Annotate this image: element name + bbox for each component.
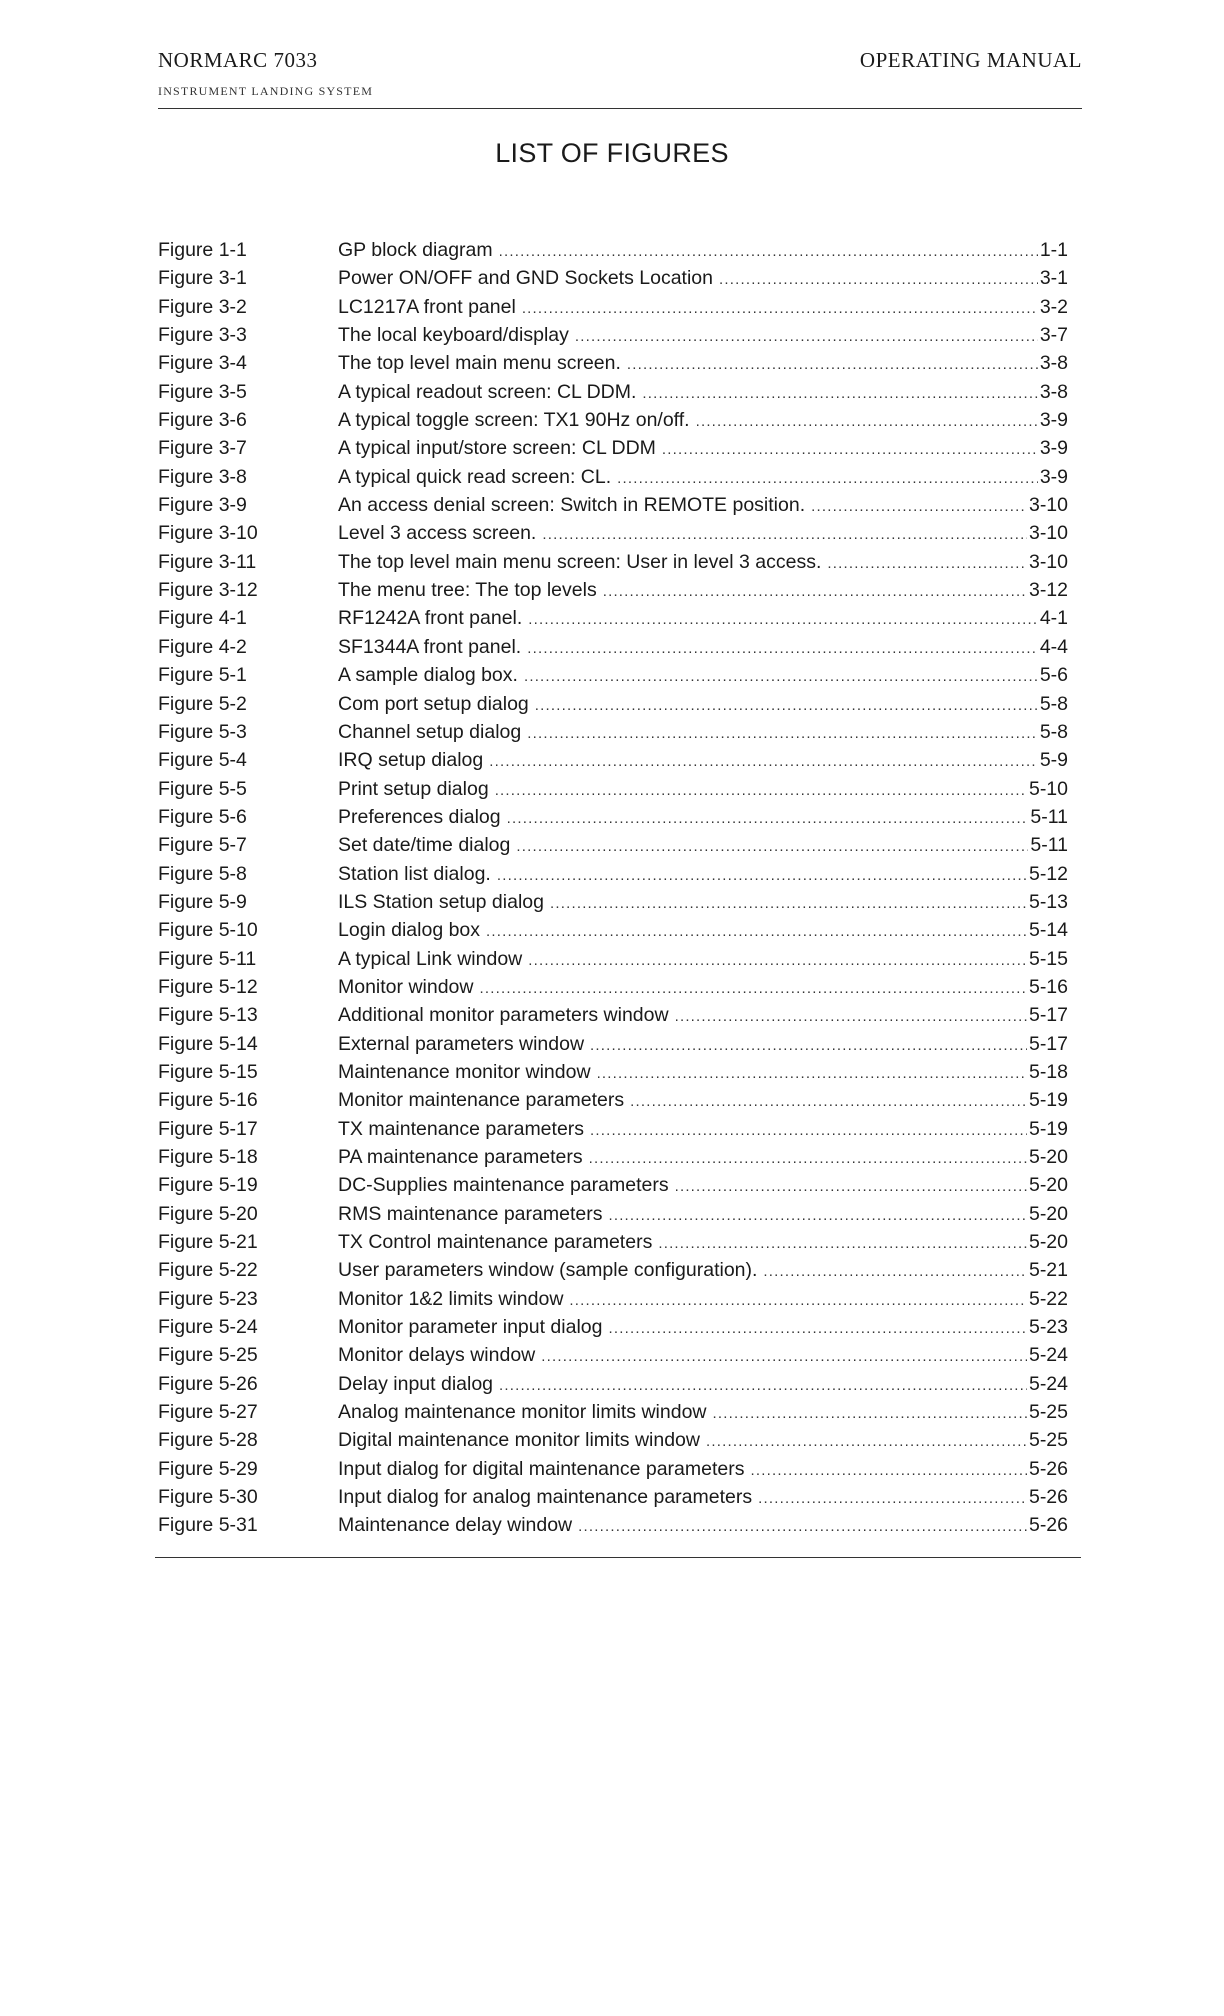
- figure-number: Figure 3-12: [158, 579, 258, 602]
- figure-entry[interactable]: [158, 434, 1068, 462]
- dot-leader: [575, 323, 1038, 351]
- figure-title: Additional monitor parameters window: [338, 1004, 669, 1027]
- figure-number: Figure 5-25: [158, 1344, 258, 1367]
- figure-entry[interactable]: [158, 831, 1068, 859]
- figure-number: Figure 3-3: [158, 324, 247, 347]
- figure-number: Figure 5-10: [158, 919, 258, 942]
- dot-leader: [495, 777, 1027, 805]
- figure-number: Figure 5-17: [158, 1117, 258, 1140]
- figure-title: TX Control maintenance parameters: [338, 1231, 653, 1254]
- figure-entry[interactable]: [158, 1086, 1068, 1114]
- figure-number: Figure 5-4: [158, 749, 247, 772]
- figure-page-number: 5-24: [1028, 1344, 1068, 1367]
- figure-page-number: 5-20: [1028, 1231, 1068, 1254]
- dot-leader: [662, 436, 1038, 464]
- figure-number: Figure 4-2: [158, 635, 247, 658]
- figure-number: Figure 3-2: [158, 295, 247, 318]
- figure-page-number: 3-7: [1039, 324, 1068, 347]
- figure-page-number: 5-12: [1028, 862, 1068, 885]
- figure-title: The local keyboard/display: [338, 324, 569, 347]
- dot-leader: [827, 550, 1027, 578]
- dot-leader: [522, 295, 1038, 323]
- figure-page-number: 5-25: [1028, 1401, 1068, 1424]
- figure-number: Figure 5-24: [158, 1316, 258, 1339]
- figure-entry[interactable]: [158, 746, 1068, 774]
- figure-title: Digital maintenance monitor limits window: [338, 1429, 700, 1452]
- figure-title: Monitor maintenance parameters: [338, 1089, 625, 1112]
- figure-number: Figure 5-11: [158, 947, 257, 970]
- figure-entry[interactable]: [158, 576, 1068, 604]
- figure-entry[interactable]: [158, 1058, 1068, 1086]
- figure-entry[interactable]: [158, 1228, 1068, 1256]
- dot-leader: [550, 890, 1027, 918]
- dot-leader: [630, 1088, 1027, 1116]
- dot-leader: [675, 1003, 1027, 1031]
- figure-title: Level 3 access screen.: [338, 522, 537, 545]
- figure-page-number: 5-8: [1039, 692, 1068, 715]
- figure-page-number: 5-13: [1028, 890, 1068, 913]
- figure-title: RMS maintenance parameters: [338, 1202, 603, 1225]
- figure-entry[interactable]: [158, 604, 1068, 632]
- figure-number: Figure 5-13: [158, 1004, 258, 1027]
- figure-page-number: 3-10: [1028, 550, 1068, 573]
- dot-leader: [590, 1032, 1027, 1060]
- dot-leader: [603, 578, 1027, 606]
- figure-entry[interactable]: [158, 1285, 1068, 1313]
- figure-title: Input dialog for analog maintenance parameters: [338, 1486, 753, 1509]
- dot-leader: [706, 1428, 1027, 1456]
- figure-title: IRQ setup dialog: [338, 749, 484, 772]
- figure-page-number: 5-20: [1028, 1146, 1068, 1168]
- figure-page-number: 5-20: [1028, 1174, 1068, 1197]
- figure-title: Station list dialog.: [338, 862, 491, 885]
- figure-page-number: 5-10: [1028, 777, 1068, 800]
- dot-leader: [528, 606, 1038, 634]
- dot-leader: [527, 635, 1038, 663]
- figure-number: Figure 5-26: [158, 1372, 258, 1395]
- dot-leader: [578, 1513, 1027, 1541]
- figure-title: GP block diagram: [338, 239, 493, 261]
- figure-page-number: 5-19: [1028, 1117, 1068, 1140]
- figure-entry[interactable]: [158, 1426, 1068, 1454]
- figure-page-number: 5-17: [1028, 1032, 1068, 1055]
- figure-entry[interactable]: [158, 860, 1068, 888]
- figure-page-number: 3-1: [1039, 267, 1068, 290]
- figure-number: Figure 5-31: [158, 1514, 258, 1537]
- figure-entry[interactable]: [158, 1455, 1068, 1483]
- figure-entry[interactable]: [158, 1200, 1068, 1228]
- figure-page-number: 5-15: [1028, 947, 1068, 970]
- figure-title: Print setup dialog: [338, 777, 489, 800]
- dot-leader: [811, 493, 1027, 521]
- figure-entry[interactable]: [158, 690, 1068, 718]
- figure-title: A typical input/store screen: CL DDM: [338, 437, 656, 460]
- figure-page-number: 4-1: [1039, 607, 1068, 630]
- figure-entry[interactable]: [158, 1398, 1068, 1426]
- figure-number: Figure 4-1: [158, 607, 247, 630]
- dot-leader: [486, 918, 1027, 946]
- figure-title: An access denial screen: Switch in REMOTE position.: [338, 494, 806, 517]
- figure-page-number: 3-8: [1039, 352, 1068, 375]
- dot-leader: [499, 1372, 1027, 1400]
- dot-leader: [675, 1173, 1027, 1201]
- figure-entry[interactable]: [158, 1143, 1068, 1171]
- dot-leader: [541, 1343, 1027, 1371]
- figure-title: TX maintenance parameters: [338, 1117, 585, 1140]
- dot-leader: [758, 1485, 1027, 1513]
- figure-number: Figure 5-9: [158, 890, 247, 913]
- figure-entry[interactable]: [158, 1483, 1068, 1511]
- figure-title: Login dialog box: [338, 919, 481, 942]
- figure-title: The top level main menu screen.: [338, 352, 621, 375]
- dot-leader: [719, 266, 1038, 294]
- figure-number: Figure 5-22: [158, 1259, 258, 1282]
- figure-number: Figure 5-20: [158, 1202, 258, 1225]
- figure-title: Monitor parameter input dialog: [338, 1316, 603, 1339]
- dot-leader: [507, 805, 1029, 833]
- figure-entry[interactable]: [158, 236, 1068, 264]
- dot-leader: [479, 975, 1026, 1003]
- figure-title: Com port setup dialog: [338, 692, 529, 715]
- figure-page-number: 3-9: [1039, 409, 1068, 432]
- figure-entry[interactable]: [158, 661, 1068, 689]
- figure-number: Figure 3-8: [158, 465, 247, 488]
- figure-entry[interactable]: [158, 945, 1068, 973]
- figure-title: The top level main menu screen: User in level 3 access.: [338, 550, 822, 573]
- figure-page-number: 3-12: [1028, 579, 1068, 602]
- figure-number: Figure 5-28: [158, 1429, 258, 1452]
- dot-leader: [528, 947, 1027, 975]
- figure-entry[interactable]: [158, 491, 1068, 519]
- dot-leader: [713, 1400, 1027, 1428]
- figure-entry[interactable]: [158, 1313, 1068, 1341]
- figure-number: Figure 5-7: [158, 834, 247, 857]
- figure-page-number: 5-22: [1028, 1287, 1068, 1310]
- figure-page-number: 3-10: [1028, 494, 1068, 517]
- dot-leader: [617, 465, 1038, 493]
- figure-title: A typical toggle screen: TX1 90Hz on/off.: [338, 409, 690, 432]
- figure-number: Figure 5-5: [158, 777, 247, 800]
- figure-list: [158, 236, 1068, 1540]
- figure-title: SF1344A front panel.: [338, 635, 522, 658]
- figure-title: ILS Station setup dialog: [338, 890, 544, 913]
- figure-entry[interactable]: [158, 264, 1068, 292]
- dot-leader: [658, 1230, 1027, 1258]
- figure-title: Monitor 1&2 limits window: [338, 1287, 564, 1310]
- figure-title: A typical readout screen: CL DDM.: [338, 380, 637, 403]
- figure-title: Input dialog for digital maintenance parameters: [338, 1457, 745, 1480]
- figure-entry[interactable]: [158, 718, 1068, 746]
- figure-title: Preferences dialog: [338, 805, 501, 828]
- dot-leader: [535, 692, 1038, 720]
- figure-title: Set date/time dialog: [338, 834, 511, 857]
- figure-entry[interactable]: [158, 378, 1068, 406]
- figure-title: PA maintenance parameters: [338, 1146, 583, 1168]
- figure-page-number: 5-18: [1028, 1060, 1068, 1083]
- figure-number: Figure 5-8: [158, 862, 247, 885]
- figure-title: User parameters window (sample configuration).: [338, 1259, 758, 1282]
- figure-entry[interactable]: [158, 548, 1068, 576]
- figure-page-number: 5-20: [1028, 1202, 1068, 1225]
- figure-title: Power ON/OFF and GND Sockets Location: [338, 267, 713, 290]
- dot-leader: [524, 663, 1038, 691]
- dot-leader: [516, 833, 1028, 861]
- figure-entry[interactable]: [158, 1370, 1068, 1398]
- figure-title: A typical quick read screen: CL.: [338, 465, 612, 488]
- dot-leader: [696, 408, 1038, 436]
- figure-number: Figure 5-14: [158, 1032, 258, 1055]
- figure-number: Figure 5-21: [158, 1231, 258, 1254]
- figure-page-number: 5-17: [1028, 1004, 1068, 1027]
- dot-leader: [763, 1258, 1027, 1286]
- figure-entry[interactable]: [158, 406, 1068, 434]
- figure-entry[interactable]: [158, 775, 1068, 803]
- dot-leader: [608, 1315, 1026, 1343]
- figure-page-number: 5-9: [1039, 749, 1068, 772]
- figure-title: Monitor window: [338, 975, 474, 998]
- figure-number: Figure 3-4: [158, 352, 247, 375]
- figure-number: Figure 5-18: [158, 1146, 258, 1168]
- dot-leader: [627, 351, 1038, 379]
- figure-title: Maintenance delay window: [338, 1514, 573, 1537]
- figure-entry[interactable]: [158, 1341, 1068, 1369]
- dot-leader: [499, 238, 1038, 266]
- page-heading: LIST OF FIGURES: [495, 138, 729, 168]
- dot-leader: [597, 1060, 1027, 1088]
- figure-title: External parameters window: [338, 1032, 585, 1055]
- figure-page-number: 5-26: [1028, 1514, 1068, 1537]
- figure-number: Figure 5-12: [158, 975, 258, 998]
- figure-number: Figure 3-9: [158, 494, 247, 517]
- figure-page-number: 5-24: [1028, 1372, 1068, 1395]
- figure-title: DC-Supplies maintenance parameters: [338, 1174, 669, 1197]
- figure-page-number: 3-10: [1028, 522, 1068, 545]
- figure-number: Figure 5-15: [158, 1060, 258, 1083]
- figure-page-number: 5-11: [1030, 805, 1068, 828]
- figure-entry[interactable]: [158, 1030, 1068, 1058]
- figure-entry[interactable]: [158, 519, 1068, 547]
- figure-page-number: 3-2: [1039, 295, 1068, 318]
- figure-number: Figure 5-27: [158, 1401, 258, 1424]
- figure-title: Analog maintenance monitor limits window: [338, 1401, 707, 1424]
- dot-leader: [542, 521, 1027, 549]
- figure-entry[interactable]: [158, 1001, 1068, 1029]
- dot-leader: [608, 1202, 1027, 1230]
- figure-entry[interactable]: [158, 349, 1068, 377]
- figure-page-number: 5-11: [1030, 834, 1068, 857]
- footer-divider: [155, 1557, 1081, 1558]
- figure-title: Delay input dialog: [338, 1372, 494, 1395]
- figure-page-number: 3-9: [1039, 437, 1068, 460]
- figure-page-number: 5-26: [1028, 1457, 1068, 1480]
- figure-page-number: 4-4: [1039, 635, 1068, 658]
- figure-page-number: 3-8: [1039, 380, 1068, 403]
- figure-number: Figure 5-1: [158, 664, 247, 687]
- figure-page-number: 5-16: [1028, 975, 1068, 998]
- manual-title: OPERATING MANUAL: [859, 48, 1082, 72]
- figure-entry[interactable]: [158, 888, 1068, 916]
- figure-entry[interactable]: [158, 916, 1068, 944]
- figure-number: Figure 3-6: [158, 409, 247, 432]
- figure-entry[interactable]: [158, 1171, 1068, 1199]
- document-title: NORMARC 7033: [158, 48, 318, 72]
- figure-number: Figure 3-5: [158, 380, 247, 403]
- figure-title: Monitor delays window: [338, 1344, 536, 1367]
- figure-title: A typical Link window: [338, 947, 523, 970]
- figure-entry[interactable]: [158, 633, 1068, 661]
- figure-entry[interactable]: [158, 1511, 1068, 1539]
- figure-number: Figure 5-23: [158, 1287, 258, 1310]
- figure-page-number: 5-19: [1028, 1089, 1068, 1112]
- figure-title: LC1217A front panel: [338, 295, 516, 318]
- dot-leader: [569, 1287, 1027, 1315]
- figure-title: The menu tree: The top levels: [338, 579, 597, 602]
- figure-number: Figure 5-2: [158, 692, 247, 715]
- dot-leader: [642, 380, 1037, 408]
- figure-entry[interactable]: [158, 293, 1068, 321]
- figure-page-number: 5-21: [1028, 1259, 1068, 1282]
- figure-entry[interactable]: [158, 1115, 1068, 1143]
- figure-number: Figure 3-10: [158, 522, 258, 545]
- figure-title: A sample dialog box.: [338, 664, 518, 687]
- figure-entry[interactable]: [158, 1256, 1068, 1284]
- figure-number: Figure 5-16: [158, 1089, 258, 1112]
- figure-number: Figure 5-3: [158, 720, 247, 743]
- figure-page-number: 5-6: [1039, 664, 1068, 687]
- figure-title: Maintenance monitor window: [338, 1060, 591, 1083]
- figure-number: Figure 3-11: [158, 550, 257, 573]
- figure-entry[interactable]: [158, 321, 1068, 349]
- dot-leader: [497, 862, 1027, 890]
- document-subtitle: INSTRUMENT LANDING SYSTEM: [158, 84, 374, 98]
- dot-leader: [489, 748, 1038, 776]
- header-divider: [158, 108, 1082, 109]
- figure-page-number: 5-26: [1028, 1486, 1068, 1509]
- figure-page-number: 5-25: [1028, 1429, 1068, 1452]
- figure-number: Figure 5-29: [158, 1457, 258, 1480]
- figure-title: RF1242A front panel.: [338, 607, 523, 630]
- figure-number: Figure 1-1: [158, 239, 247, 261]
- figure-title: Channel setup dialog: [338, 720, 522, 743]
- dot-leader: [590, 1117, 1027, 1145]
- dot-leader: [751, 1457, 1027, 1485]
- dot-leader: [589, 1145, 1027, 1173]
- figure-page-number: 5-14: [1028, 919, 1068, 942]
- figure-page-number: 3-9: [1039, 465, 1068, 488]
- figure-number: Figure 3-1: [158, 267, 247, 290]
- dot-leader: [527, 720, 1038, 748]
- figure-number: Figure 3-7: [158, 437, 247, 460]
- figure-page-number: 1-1: [1039, 239, 1068, 261]
- figure-number: Figure 5-30: [158, 1486, 258, 1509]
- figure-page-number: 5-8: [1039, 720, 1068, 743]
- figure-number: Figure 5-19: [158, 1174, 258, 1197]
- figure-page-number: 5-23: [1028, 1316, 1068, 1339]
- figure-entry[interactable]: [158, 463, 1068, 491]
- figure-number: Figure 5-6: [158, 805, 247, 828]
- figure-entry[interactable]: [158, 803, 1068, 831]
- figure-entry[interactable]: [158, 973, 1068, 1001]
